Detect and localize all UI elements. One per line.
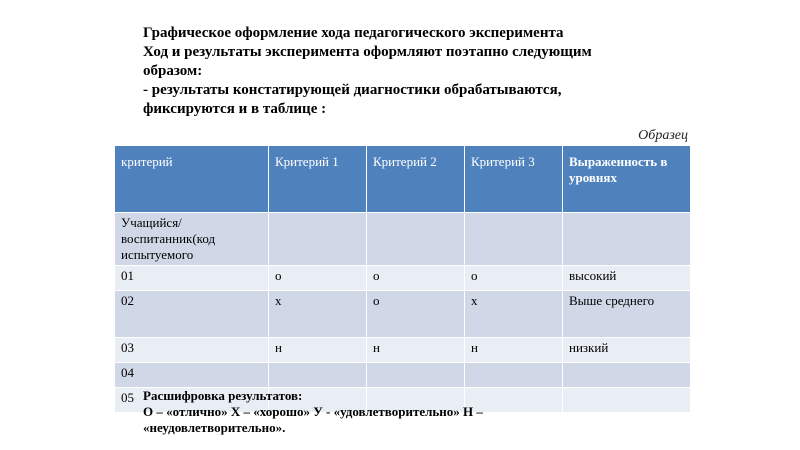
header-criterion-2: Критерий 2 xyxy=(367,146,465,213)
table-row xyxy=(115,338,691,363)
table-cell: 04 xyxy=(115,363,269,388)
legend-text: О – «отлично» Х – «хорошо» У - «удовлетворительно» Н – «неудовлетворительно». xyxy=(143,404,483,435)
table-cell xyxy=(367,363,465,388)
table-row xyxy=(115,266,691,291)
slide-heading xyxy=(143,24,663,119)
results-table xyxy=(114,145,691,413)
table-cell: о xyxy=(269,266,367,291)
heading-line: Графическое оформление хода педагогического эксперимента xyxy=(143,25,564,41)
table-cell: Учащийся/воспитанник(код испытуемого xyxy=(115,213,269,266)
table-cell: 02 xyxy=(115,291,269,338)
table-cell: н xyxy=(367,338,465,363)
heading-line: фиксируются и в таблице : xyxy=(143,101,327,117)
table-cell xyxy=(563,388,691,413)
table-cell: низкий xyxy=(563,338,691,363)
header-criterion-3: Критерий 3 xyxy=(465,146,563,213)
heading-line: - результаты констатирующей диагностики обрабатываются, xyxy=(143,82,562,98)
table-cell: х xyxy=(269,291,367,338)
sample-label: Образец xyxy=(638,128,688,143)
table-cell: н xyxy=(269,338,367,363)
table-cell: о xyxy=(367,266,465,291)
heading-line: образом: xyxy=(143,63,203,79)
header-criterion-1: Критерий 1 xyxy=(269,146,367,213)
table-cell: х xyxy=(465,291,563,338)
table-cell xyxy=(465,363,563,388)
header-criterion: критерий xyxy=(115,146,269,213)
table-cell: Выше среднего xyxy=(563,291,691,338)
table-row xyxy=(115,213,691,266)
table-row xyxy=(115,363,691,388)
table-cell xyxy=(367,213,465,266)
table-cell: о xyxy=(367,291,465,338)
results-legend xyxy=(143,388,563,436)
table-cell: 03 xyxy=(115,338,269,363)
legend-title: Расшифровка результатов: xyxy=(143,388,303,403)
table-cell: 05 xyxy=(115,388,269,413)
header-level: Выраженность в уровнях xyxy=(563,146,691,213)
heading-line: Ход и результаты эксперимента оформляют поэтапно следующим xyxy=(143,44,592,60)
table-cell: н xyxy=(465,338,563,363)
table-row xyxy=(115,291,691,338)
table-cell: 01 xyxy=(115,266,269,291)
table-header-row xyxy=(115,146,691,213)
table-cell xyxy=(269,363,367,388)
table-cell: высокий xyxy=(563,266,691,291)
table-cell xyxy=(563,213,691,266)
table-cell xyxy=(465,213,563,266)
table-cell xyxy=(269,213,367,266)
table-cell xyxy=(563,363,691,388)
table-cell: о xyxy=(465,266,563,291)
